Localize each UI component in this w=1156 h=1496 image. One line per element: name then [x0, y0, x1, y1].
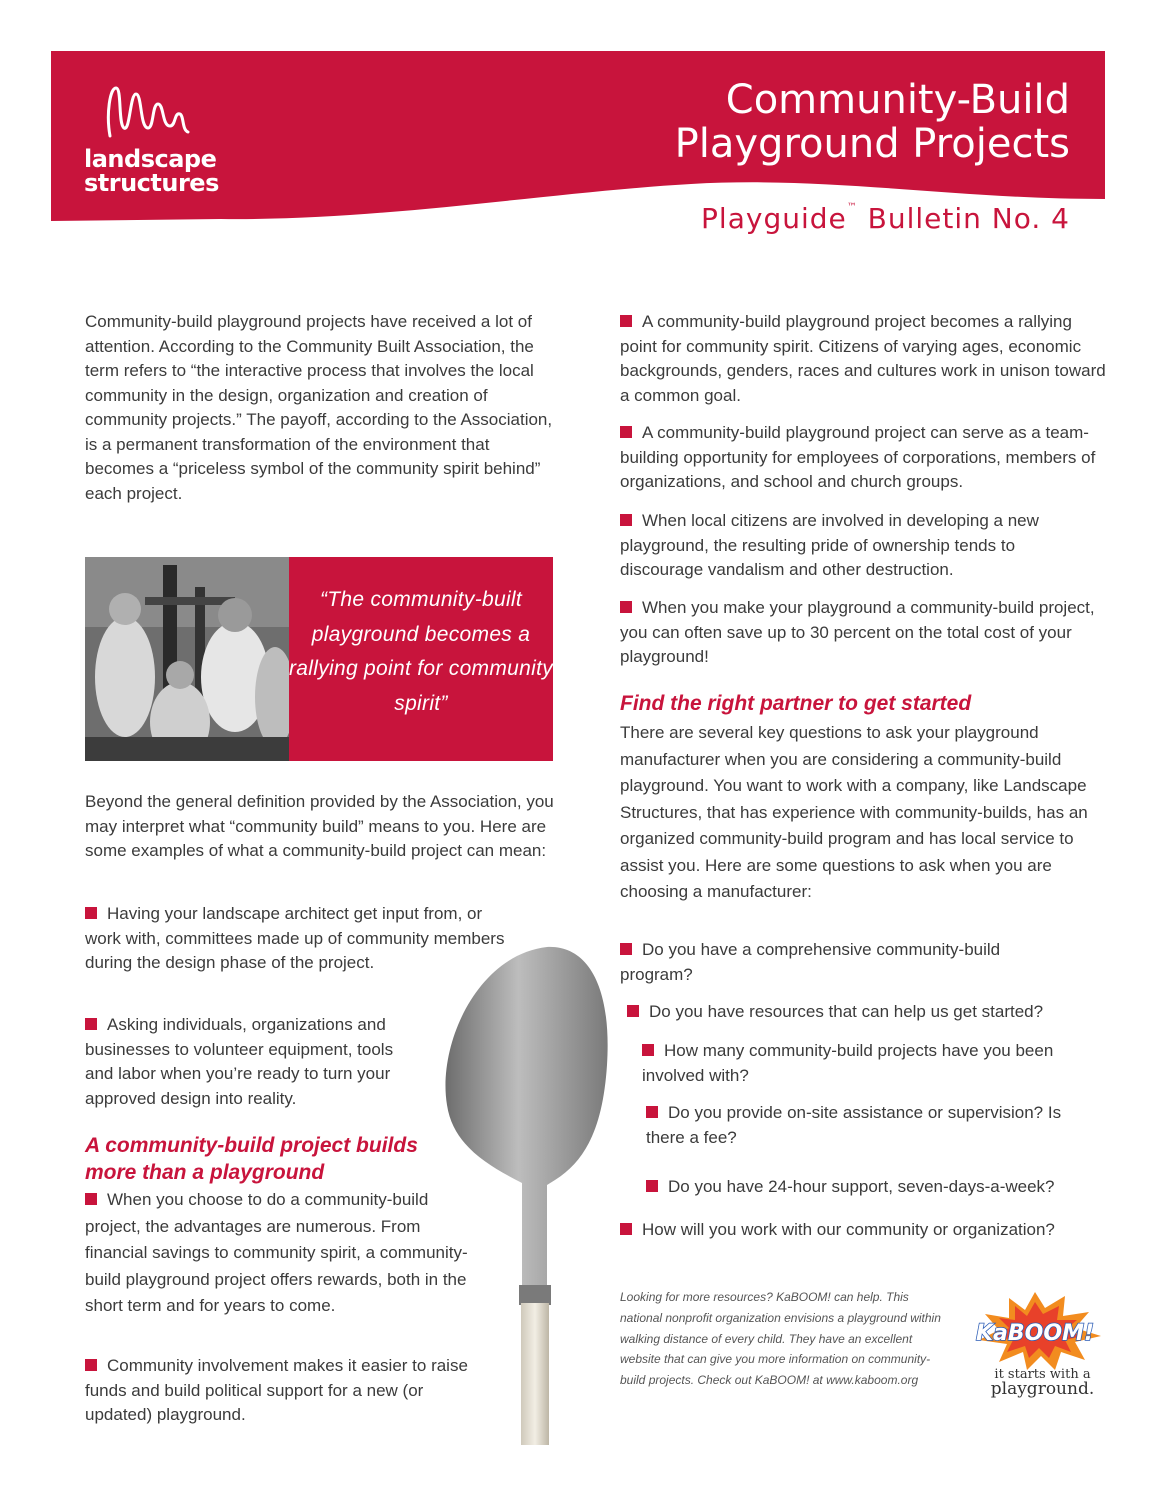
- partner-paragraph: There are several key questions to ask your playground manufacturer when you are considering a community-build playground. You want to work with a company, like Landscape Structures, that has experience with community-builds, has an organized community-build program and has local service to assist you. Here are some questions to ask when you are choosing a manufacturer:: [620, 723, 1088, 901]
- logo-word-structures: structures: [84, 169, 219, 197]
- list-item: [620, 509, 1100, 583]
- kaboom-note: Looking for more resources? KaBOOM! can help. This national nonprofit organization envisions a playground within walking distance of every child. They have an excellent website that can give you more information on community-build projects. Check out KaBOOM! at www.kaboom.org: [620, 1290, 941, 1388]
- page-title: [675, 78, 1070, 166]
- definition-paragraph: Beyond the general definition provided by the Association, you may interpret what “community build” means to you. Here are some examples of what a community-build project can mean:: [85, 792, 554, 860]
- landscape-structures-logo: [84, 84, 244, 204]
- list-item-text: When you make your playground a community-build project, you can often save up to 30 percent on the total cost of your playground!: [620, 598, 1095, 666]
- question-text: How many community-build projects have you been involved with?: [642, 1041, 1054, 1085]
- list-item-text: Having your landscape architect get input from, or work with, committees made up of community members during the design phase of the project.: [85, 904, 505, 972]
- list-item-text: When local citizens are involved in developing a new playground, the resulting pride of ownership tends to discourage vandalism and other destruction.: [620, 511, 1039, 579]
- bullet-square-icon: [85, 907, 97, 919]
- intro-paragraph: Community-build playground projects have received a lot of attention. According to the Community Built Association, the term refers to “the interactive process that involves the local community in the design, organization and creation of community projects.” The payoff, according to the Association, is a permanent transformation of the environment that becomes a “priceless symbol of the community spirit behind” each project.: [85, 312, 553, 503]
- list-item-text: A community-build playground project becomes a rallying point for community spirit. Citizens of varying ages, economic backgrounds, genders, races and cultures work in unison toward a common goal.: [620, 312, 1106, 405]
- list-item: [85, 1187, 485, 1320]
- list-item: [85, 1013, 420, 1111]
- bullet-square-icon: [646, 1180, 658, 1192]
- bullet-square-icon: [646, 1106, 658, 1118]
- list-item-text: A community-build playground project can serve as a team-building opportunity for employees of corporations, members of organizations, and school and church groups.: [620, 423, 1096, 491]
- kaboom-wordmark: KaBOOM!: [976, 1321, 1094, 1346]
- kaboom-tagline: [985, 1367, 1100, 1399]
- bullet-square-icon: [620, 601, 632, 613]
- bullet-square-icon: [627, 1005, 639, 1017]
- title-line-2: Playground Projects: [674, 121, 1070, 167]
- bullet-square-icon: [620, 315, 632, 327]
- bullet-square-icon: [620, 426, 632, 438]
- bullet-square-icon: [85, 1359, 97, 1371]
- bulletin-subtitle: [701, 202, 1070, 235]
- question-item: [620, 938, 1020, 987]
- logo-squiggle-icon: [104, 84, 204, 140]
- question-item: [627, 1000, 1107, 1025]
- bullet-square-icon: [642, 1044, 654, 1056]
- title-line-1: Community-Build: [725, 77, 1070, 123]
- question-item: [646, 1175, 1116, 1200]
- volunteers-photo: [85, 557, 289, 761]
- logo-word-landscape: landscape: [84, 145, 217, 173]
- bullet-square-icon: [85, 1018, 97, 1030]
- tagline-line-2: playground.: [990, 1379, 1095, 1399]
- question-item: [646, 1101, 1101, 1150]
- bullet-square-icon: [620, 943, 632, 955]
- list-item: [620, 421, 1110, 495]
- bullet-square-icon: [620, 1223, 632, 1235]
- question-text: Do you have resources that can help us get started?: [649, 1002, 1044, 1021]
- list-item-text: When you choose to do a community-build project, the advantages are numerous. From financial savings to community spirit, a community-build playground project offers rewards, both in the short term and for years to come.: [85, 1190, 468, 1316]
- section-heading-right: Find the right partner to get started: [620, 692, 972, 715]
- question-text: Do you have a comprehensive community-build program?: [620, 940, 1001, 984]
- pull-quote: “The community-built playground becomes a rallying point for community spirit”: [289, 588, 553, 715]
- question-text: Do you have 24-hour support, seven-days-a-week?: [668, 1177, 1055, 1196]
- tagline-line-1: it starts with a: [994, 1367, 1091, 1382]
- section-heading-left: A community-build project builds more than a playground: [85, 1134, 418, 1184]
- shovel-icon: [437, 945, 617, 1445]
- bullet-square-icon: [85, 1193, 97, 1205]
- subtitle-rest: Bulletin No. 4: [857, 202, 1070, 235]
- list-item: [85, 1354, 490, 1428]
- subtitle-main: Playguide: [701, 202, 847, 235]
- question-item: [620, 1218, 1120, 1243]
- bullet-square-icon: [620, 514, 632, 526]
- list-item: [620, 596, 1110, 670]
- list-item: [620, 310, 1110, 408]
- list-item-text: Community involvement makes it easier to raise funds and build political support for a new (or updated) playground.: [85, 1356, 468, 1424]
- question-text: Do you provide on-site assistance or supervision? Is there a fee?: [646, 1103, 1062, 1147]
- question-text: How will you work with our community or organization?: [642, 1220, 1055, 1239]
- list-item-text: Asking individuals, organizations and businesses to volunteer equipment, tools and labor when you’re ready to turn your approved design into reality.: [85, 1015, 394, 1108]
- trademark-mark: ™: [846, 202, 858, 213]
- pull-quote-box: [289, 557, 553, 761]
- question-item: [642, 1039, 1112, 1088]
